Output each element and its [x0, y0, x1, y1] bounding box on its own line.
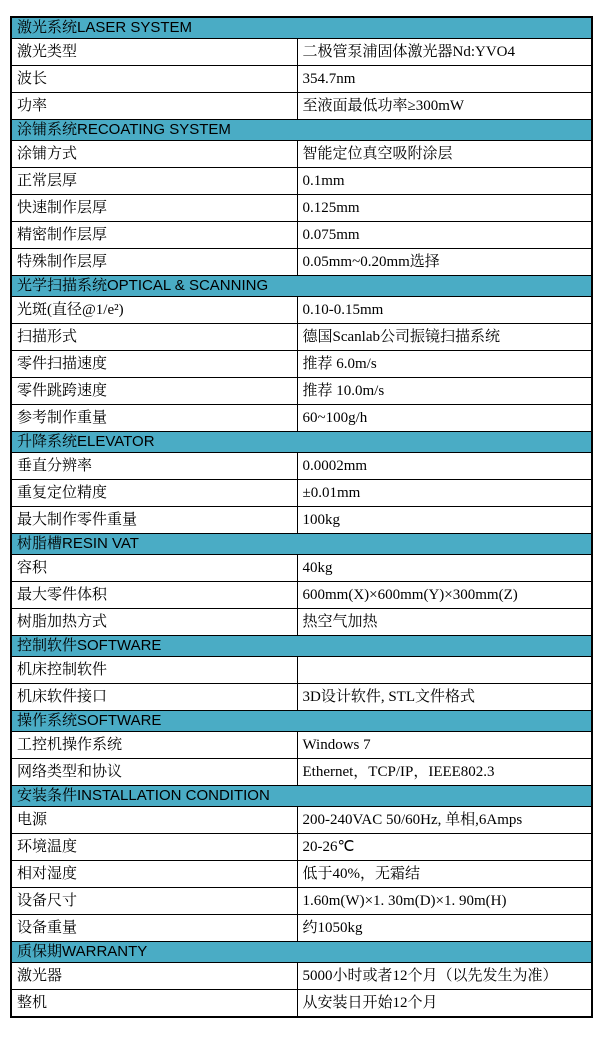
spec-value: 推荐 6.0m/s: [297, 351, 592, 378]
spec-label: 特殊制作层厚: [11, 249, 297, 276]
spec-value: 0.075mm: [297, 222, 592, 249]
spec-value: 5000小时或者12个月（以先发生为准）: [297, 963, 592, 990]
spec-label: 机床控制软件: [11, 657, 297, 684]
spec-table: [10, 16, 593, 1018]
spec-value: 600mm(X)×600mm(Y)×300mm(Z): [297, 582, 592, 609]
spec-row: [11, 963, 592, 990]
spec-row: [11, 405, 592, 432]
spec-label: 最大零件体积: [11, 582, 297, 609]
spec-label: 树脂加热方式: [11, 609, 297, 636]
section-title: 控制软件SOFTWARE: [11, 636, 592, 657]
spec-row: [11, 657, 592, 684]
section-title: 涂铺系统RECOATING SYSTEM: [11, 120, 592, 141]
spec-value: 至液面最低功率≥300mW: [297, 93, 592, 120]
spec-label: 零件扫描速度: [11, 351, 297, 378]
spec-label: 设备尺寸: [11, 888, 297, 915]
spec-label: 功率: [11, 93, 297, 120]
spec-value: 0.10-0.15mm: [297, 297, 592, 324]
spec-value: 推荐 10.0m/s: [297, 378, 592, 405]
spec-value: Windows 7: [297, 732, 592, 759]
spec-value: [297, 657, 592, 684]
section-title: 质保期WARRANTY: [11, 942, 592, 963]
spec-value: 从安装日开始12个月: [297, 990, 592, 1018]
spec-row: [11, 915, 592, 942]
spec-label: 激光类型: [11, 39, 297, 66]
spec-label: 光斑(直径@1/e²): [11, 297, 297, 324]
spec-row: [11, 249, 592, 276]
spec-value: 0.1mm: [297, 168, 592, 195]
spec-label: 电源: [11, 807, 297, 834]
spec-row: [11, 480, 592, 507]
spec-table-body: [11, 17, 592, 1017]
spec-row: [11, 39, 592, 66]
spec-row: [11, 141, 592, 168]
spec-label: 快速制作层厚: [11, 195, 297, 222]
spec-label: 设备重量: [11, 915, 297, 942]
spec-value: 60~100g/h: [297, 405, 592, 432]
spec-row: [11, 195, 592, 222]
spec-label: 工控机操作系统: [11, 732, 297, 759]
spec-value: 智能定位真空吸附涂层: [297, 141, 592, 168]
spec-value: 0.0002mm: [297, 453, 592, 480]
section-title: 安装条件INSTALLATION CONDITION: [11, 786, 592, 807]
spec-row: [11, 453, 592, 480]
spec-label: 参考制作重量: [11, 405, 297, 432]
spec-value: 0.125mm: [297, 195, 592, 222]
spec-value: Ethernet，TCP/IP，IEEE802.3: [297, 759, 592, 786]
spec-label: 涂铺方式: [11, 141, 297, 168]
spec-label: 重复定位精度: [11, 480, 297, 507]
spec-row: [11, 609, 592, 636]
spec-row: [11, 759, 592, 786]
spec-label: 相对湿度: [11, 861, 297, 888]
spec-row: [11, 861, 592, 888]
section-header-row: [11, 942, 592, 963]
spec-row: [11, 684, 592, 711]
spec-row: [11, 732, 592, 759]
section-title: 树脂槽RESIN VAT: [11, 534, 592, 555]
spec-label: 精密制作层厚: [11, 222, 297, 249]
spec-label: 正常层厚: [11, 168, 297, 195]
spec-row: [11, 351, 592, 378]
spec-value: 低于40%，无霜结: [297, 861, 592, 888]
spec-label: 扫描形式: [11, 324, 297, 351]
spec-value: 约1050kg: [297, 915, 592, 942]
section-title: 激光系统LASER SYSTEM: [11, 17, 592, 39]
spec-row: [11, 582, 592, 609]
spec-label: 激光器: [11, 963, 297, 990]
section-header-row: [11, 432, 592, 453]
spec-row: [11, 807, 592, 834]
section-header-row: [11, 120, 592, 141]
section-header-row: [11, 276, 592, 297]
spec-value: 40kg: [297, 555, 592, 582]
section-header-row: [11, 636, 592, 657]
spec-label: 垂直分辨率: [11, 453, 297, 480]
section-title: 光学扫描系统OPTICAL & SCANNING: [11, 276, 592, 297]
spec-label: 整机: [11, 990, 297, 1018]
spec-value: 20-26℃: [297, 834, 592, 861]
spec-value: 0.05mm~0.20mm选择: [297, 249, 592, 276]
section-header-row: [11, 17, 592, 39]
spec-row: [11, 888, 592, 915]
spec-value: 德国Scanlab公司振镜扫描系统: [297, 324, 592, 351]
spec-row: [11, 324, 592, 351]
spec-label: 机床软件接口: [11, 684, 297, 711]
spec-row: [11, 990, 592, 1018]
spec-label: 零件跳跨速度: [11, 378, 297, 405]
spec-row: [11, 297, 592, 324]
spec-label: 波长: [11, 66, 297, 93]
spec-row: [11, 834, 592, 861]
spec-value: 热空气加热: [297, 609, 592, 636]
spec-label: 容积: [11, 555, 297, 582]
section-header-row: [11, 711, 592, 732]
spec-value: 200-240VAC 50/60Hz, 单相,6Amps: [297, 807, 592, 834]
spec-label: 最大制作零件重量: [11, 507, 297, 534]
spec-row: [11, 66, 592, 93]
spec-row: [11, 168, 592, 195]
spec-row: [11, 507, 592, 534]
spec-value: 3D设计软件, STL文件格式: [297, 684, 592, 711]
section-title: 操作系统SOFTWARE: [11, 711, 592, 732]
section-header-row: [11, 786, 592, 807]
spec-value: 二极管泵浦固体激光器Nd:YVO4: [297, 39, 592, 66]
spec-label: 网络类型和协议: [11, 759, 297, 786]
spec-value: 1.60m(W)×1. 30m(D)×1. 90m(H): [297, 888, 592, 915]
spec-row: [11, 555, 592, 582]
spec-value: ±0.01mm: [297, 480, 592, 507]
spec-label: 环境温度: [11, 834, 297, 861]
section-header-row: [11, 534, 592, 555]
section-title: 升降系统ELEVATOR: [11, 432, 592, 453]
spec-value: 354.7nm: [297, 66, 592, 93]
spec-row: [11, 93, 592, 120]
spec-row: [11, 222, 592, 249]
spec-row: [11, 378, 592, 405]
spec-value: 100kg: [297, 507, 592, 534]
